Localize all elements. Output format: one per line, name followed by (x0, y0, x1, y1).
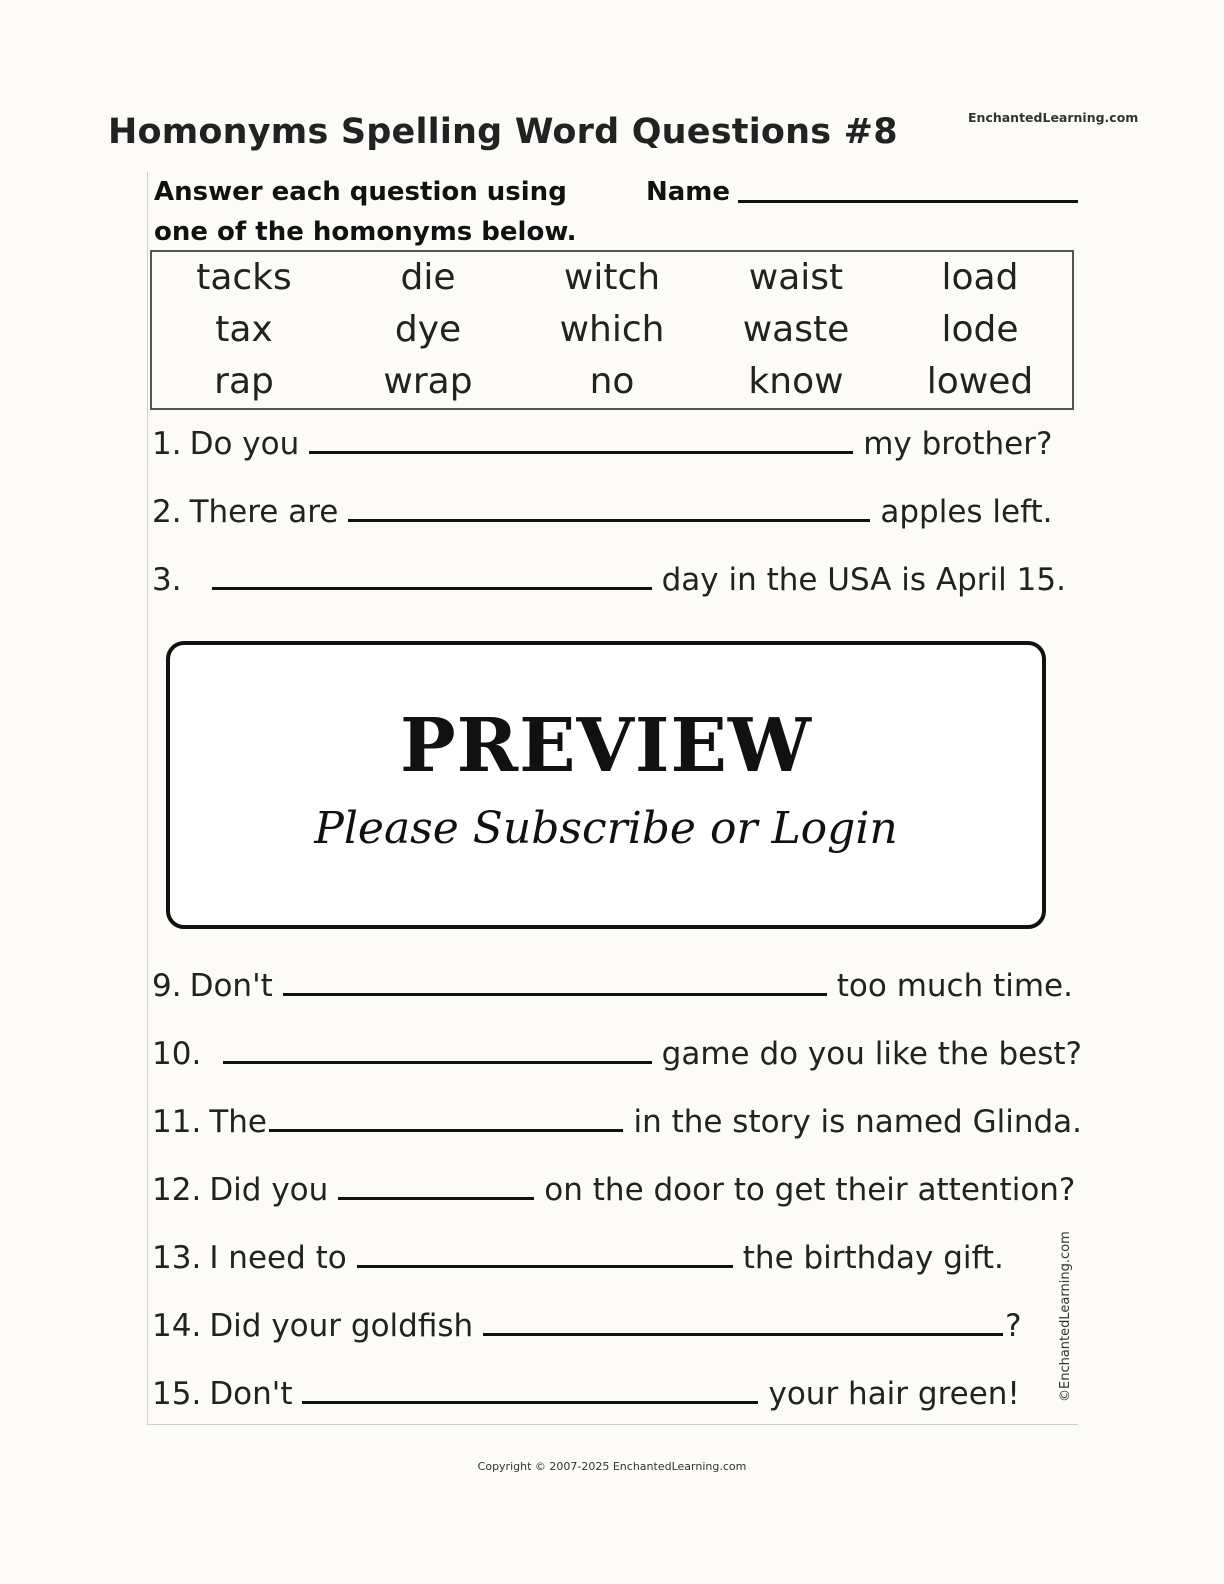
word-bank-item: waste (742, 309, 850, 350)
word-bank-item: which (559, 309, 665, 350)
word-bank-item: lode (941, 309, 1019, 350)
instructions-line-1: Answer each question using (154, 177, 567, 207)
question-text-before: Did your goldfish (209, 1308, 474, 1344)
site-link[interactable]: EnchantedLearning.com (968, 110, 1139, 125)
question-row (152, 414, 1082, 462)
word-bank-item: no (589, 361, 635, 402)
instructions-line-2: one of the homonyms below. (154, 217, 577, 247)
question-text-after: day in the USA is April 15. (661, 562, 1066, 598)
copyright-credit: ©EnchantedLearning.com (1058, 1231, 1073, 1402)
question-row (152, 1228, 1082, 1276)
name-label: Name (646, 177, 731, 207)
question-text-before: Don't (209, 1376, 293, 1412)
question-row (152, 550, 1082, 598)
question-number: 14. (152, 1308, 202, 1344)
question-text-before: There are (189, 494, 339, 530)
question-number: 10. (152, 1036, 202, 1072)
answer-blank (309, 451, 853, 454)
question-row (152, 482, 1082, 530)
question-row (152, 1364, 1082, 1412)
question-number: 15. (152, 1376, 202, 1412)
answer-blank (348, 519, 870, 522)
answer-blank (357, 1265, 733, 1268)
word-bank-item: lowed (926, 361, 1034, 402)
word-bank-item: know (748, 361, 844, 402)
question-number: 13. (152, 1240, 202, 1276)
word-bank-item: wrap (383, 361, 473, 402)
question-row (152, 1092, 1082, 1140)
answer-blank (269, 1129, 623, 1132)
question-number: 11. (152, 1104, 202, 1140)
word-bank-item: tacks (196, 257, 292, 298)
question-text-after: the birthday gift. (742, 1240, 1004, 1276)
question-text-after: too much time. (836, 968, 1073, 1004)
question-text-before: I need to (209, 1240, 347, 1276)
subscribe-login-text[interactable]: Please Subscribe or Login (314, 803, 898, 854)
question-text-after: your hair green! (768, 1376, 1020, 1412)
word-bank-item: tax (215, 309, 273, 350)
question-number: 12. (152, 1172, 202, 1208)
question-text-after: in the story is named Glinda. (633, 1104, 1082, 1140)
name-blank-line (738, 200, 1078, 203)
question-text-before: Don't (189, 968, 273, 1004)
question-number: 3. (152, 562, 182, 598)
preview-overlay[interactable] (166, 641, 1046, 929)
question-number: 9. (152, 968, 182, 1004)
question-text-after: ? (1005, 1308, 1022, 1344)
answer-blank (223, 1061, 651, 1064)
word-bank (150, 250, 1074, 410)
question-text-before: Did you (209, 1172, 329, 1208)
question-text-before: Do you (189, 426, 300, 462)
answer-blank (283, 993, 827, 996)
answer-blank (212, 587, 652, 590)
footer-copyright: Copyright © 2007-2025 EnchantedLearning.com (477, 1460, 747, 1473)
question-text-after: apples left. (880, 494, 1053, 530)
instructions (154, 172, 577, 252)
question-number: 2. (152, 494, 182, 530)
answer-blank (483, 1333, 1003, 1336)
word-bank-item: die (400, 257, 456, 298)
question-text-before: The (209, 1104, 267, 1140)
question-row (152, 956, 1082, 1004)
question-row (152, 1160, 1082, 1208)
question-number: 1. (152, 426, 182, 462)
answer-blank (302, 1401, 758, 1404)
word-bank-item: load (941, 257, 1019, 298)
question-row (152, 1296, 1082, 1344)
question-text-after: game do you like the best? (661, 1036, 1082, 1072)
preview-title: PREVIEW (399, 703, 813, 789)
question-text-after: my brother? (863, 426, 1053, 462)
question-text-after: on the door to get their attention? (544, 1172, 1076, 1208)
word-bank-item: waist (748, 257, 844, 298)
word-bank-item: witch (563, 257, 661, 298)
page-title: Homonyms Spelling Word Questions #8 (108, 112, 898, 152)
answer-blank (338, 1197, 534, 1200)
question-row (152, 1024, 1082, 1072)
word-bank-item: rap (214, 361, 274, 402)
word-bank-item: dye (394, 309, 462, 350)
